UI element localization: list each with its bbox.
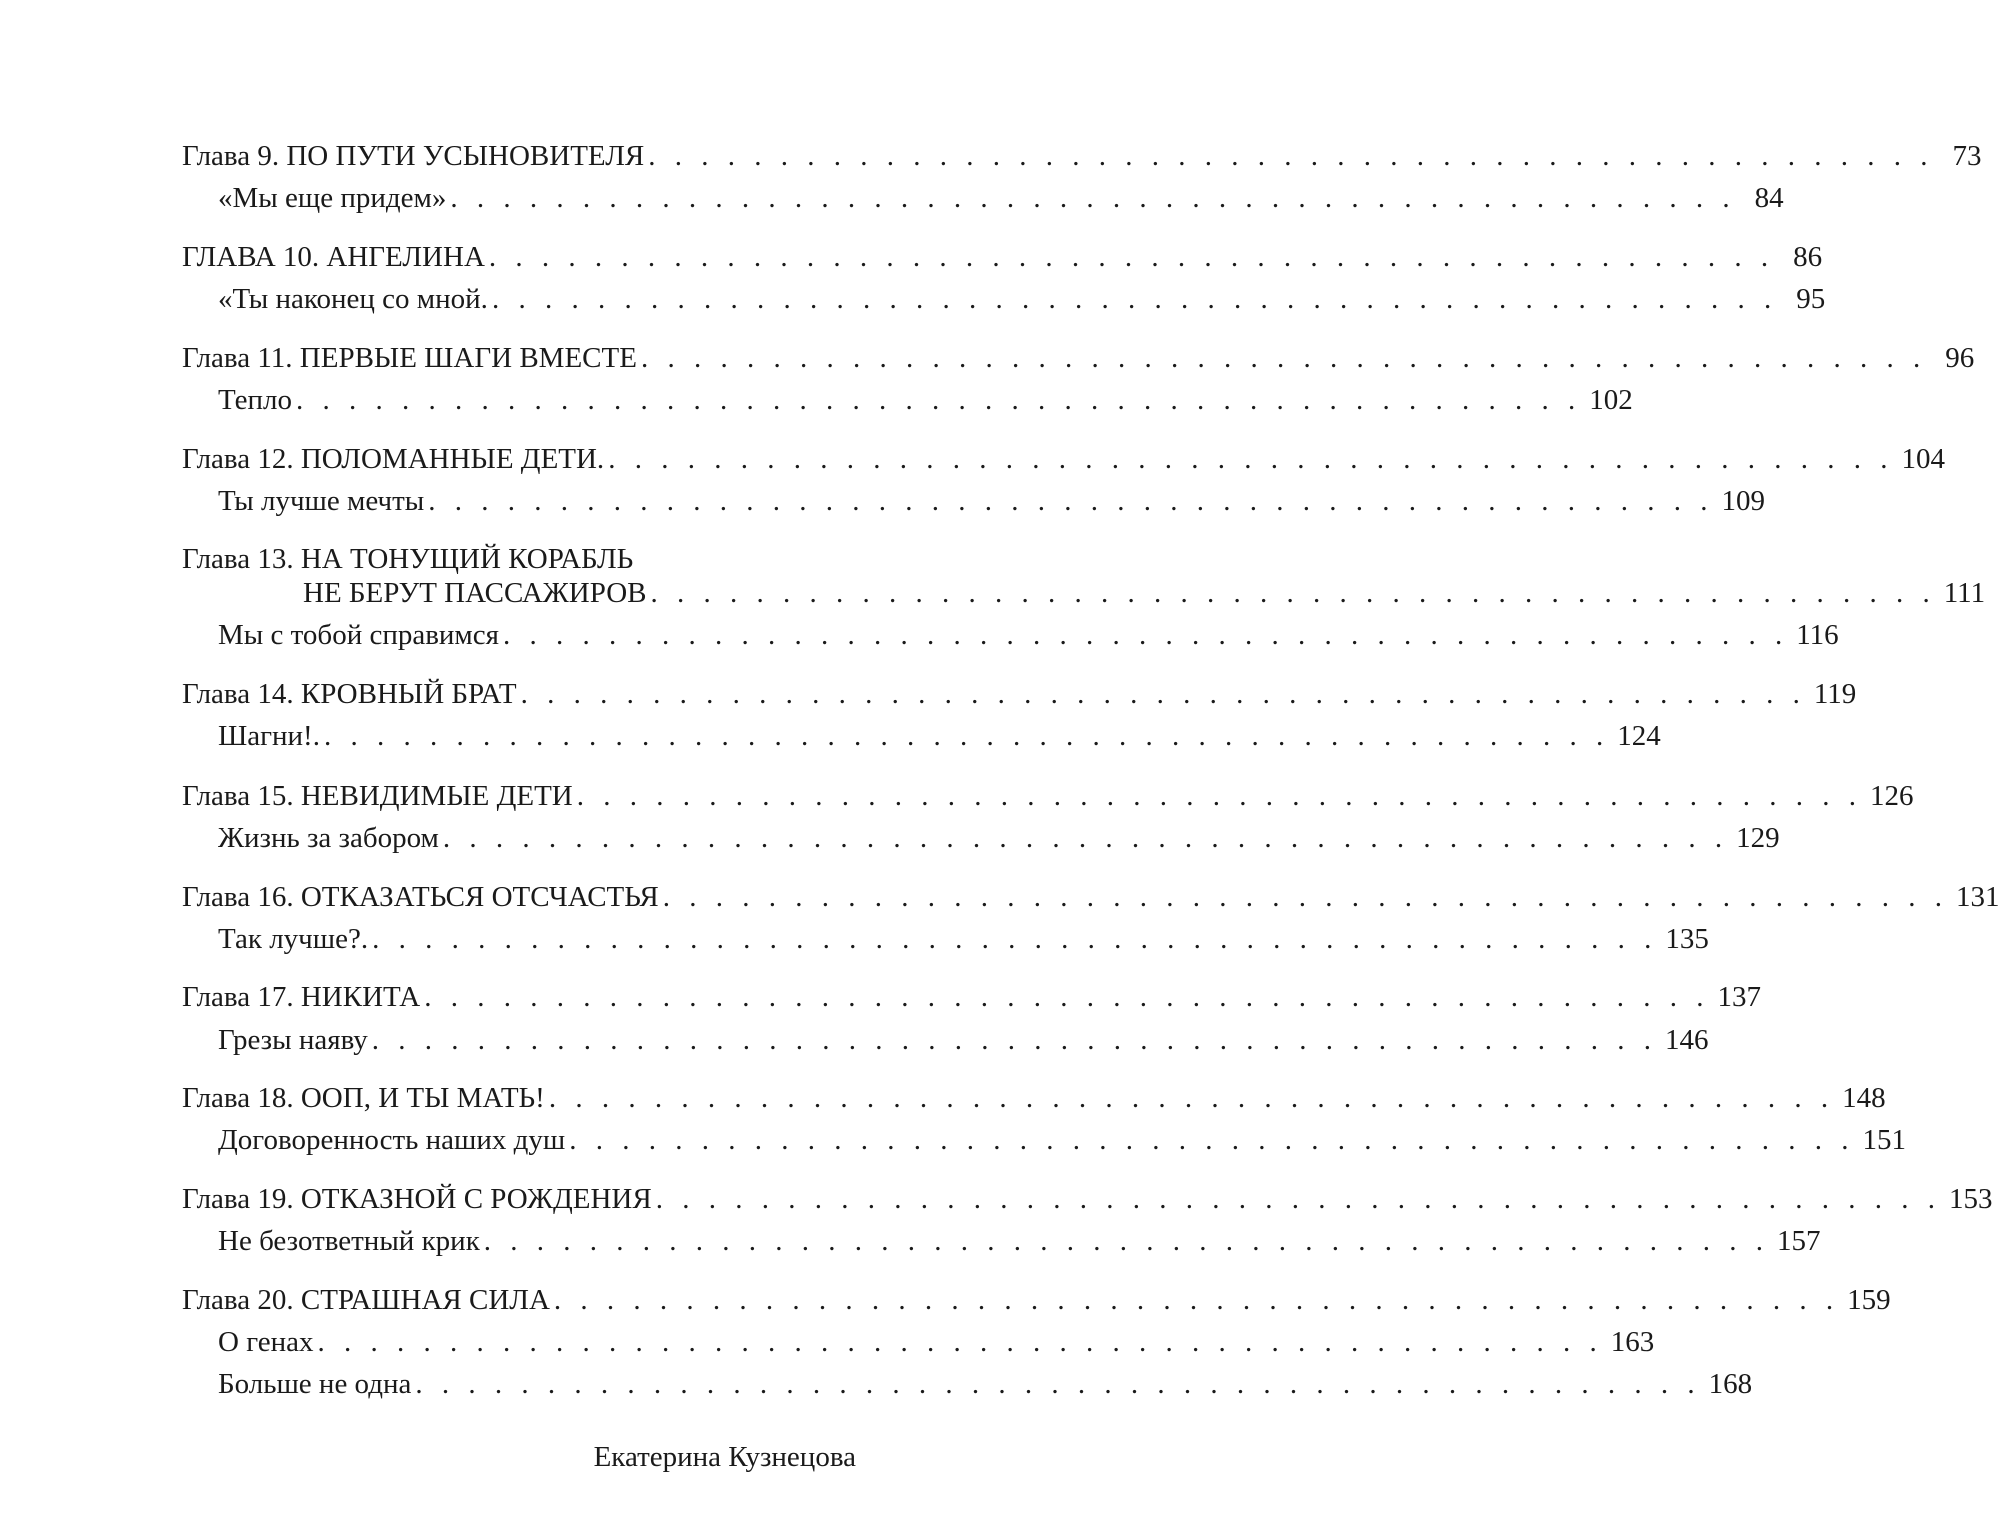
toc-entry-title: Глава 15. НЕВИДИМЫЕ ДЕТИ [182, 780, 573, 812]
toc-entry-page: 168 [1708, 1368, 1753, 1400]
toc-entry-title: Глава 18. ООП, И ТЫ МАТЬ! [182, 1082, 545, 1114]
dot-leader: . . . . . . . . . . . . . . . . . . . . . . . . . . . . . . . . . . . . . . . . . . . . . . . . . [488, 241, 1775, 273]
toc-entry-title: ГЛАВА 10. АНГЕЛИНА [182, 241, 485, 273]
toc-entry-page: 146 [1665, 1024, 1709, 1056]
dot-leader: . . . . . . . . . . . . . . . . . . . . . . . . . . . . . . . . . . . . . . . . . . . . . . . . . [650, 577, 1936, 609]
toc-entry-page: 126 [1869, 780, 1914, 812]
toc-entry-title: Глава 17. НИКИТА [182, 981, 421, 1013]
toc-entry-title: Глава 20. СТРАШНАЯ СИЛА [182, 1284, 550, 1316]
toc-entry-sub [218, 178, 1784, 218]
dot-leader: . . . . . . . . . . . . . . . . . . . . . . . . . . . . . . . . . . . . . . . . . . . . . . . . . [323, 720, 1610, 752]
toc-entry-sub [218, 1322, 1655, 1362]
toc-entry-page: 148 [1842, 1082, 1886, 1114]
toc-entry-page: 135 [1665, 923, 1709, 955]
toc-entry-chapter-15 [182, 776, 1914, 816]
toc-entry-sub [218, 380, 1633, 420]
toc-entry-title: Глава 19. ОТКАЗНОЙ С РОЖДЕНИЯ [182, 1183, 652, 1215]
dot-leader: . . . . . . . . . . . . . . . . . . . . . . . . . . . . . . . . . . . . . . . . . . . . . . . . . [608, 443, 1894, 475]
toc-entry-page: 102 [1589, 384, 1633, 416]
running-footer-author: Екатерина Кузнецова [593, 1441, 856, 1473]
toc-entry-chapter-20 [182, 1280, 1891, 1320]
toc-entry-chapter-9 [182, 136, 1982, 176]
dot-leader: . . . . . . . . . . . . . . . . . . . . . . . . . . . . . . . . . . . . . . . . . . . . . . . . . [415, 1368, 1701, 1400]
dot-leader: . . . . . . . . . . . . . . . . . . . . . . . . . . . . . . . . . . . . . . . . . . . . . . . . . [372, 923, 1658, 955]
toc-entry-page: 109 [1721, 485, 1766, 517]
dot-leader: . . . . . . . . . . . . . . . . . . . . . . . . . . . . . . . . . . . . . . . . . . . . . . . . . [371, 1024, 1658, 1056]
toc-entry-title: О генах [218, 1326, 314, 1358]
toc-entry-page: 124 [1617, 720, 1661, 752]
toc-entry-title: Глава 11. ПЕРВЫЕ ШАГИ ВМЕСТЕ [182, 342, 637, 374]
dot-leader: . . . . . . . . . . . . . . . . . . . . . . . . . . . . . . . . . . . . . . . . . . . . . . . . . [576, 780, 1862, 812]
toc-entry-chapter-14 [182, 674, 1857, 714]
dot-leader: . . . . . . . . . . . . . . . . . . . . . . . . . . . . . . . . . . . . . . . . . . . . . . . . . [450, 182, 1736, 214]
toc-entry-title: Больше не одна [218, 1368, 412, 1400]
dot-leader: . . . . . . . . . . . . . . . . . . . . . . . . . . . . . . . . . . . . . . . . . . . . . . . . . [553, 1284, 1840, 1316]
toc-entry-page: 137 [1717, 981, 1761, 1013]
toc-entry-page: 153 [1948, 1183, 1993, 1215]
toc-entry-page: 84 [1754, 182, 1784, 214]
toc-entry-chapter-19 [182, 1179, 1993, 1219]
toc-entry-page: 95 [1796, 283, 1826, 315]
toc-entry-title: Ты лучше мечты [218, 485, 425, 517]
dot-leader: . . . . . . . . . . . . . . . . . . . . . . . . . . . . . . . . . . . . . . . . . . . . . . . . . [424, 981, 1710, 1013]
toc-entry-page: 163 [1610, 1326, 1655, 1358]
dot-leader: . . . . . . . . . . . . . . . . . . . . . . . . . . . . . . . . . . . . . . . . . . . . . . . . . [442, 822, 1729, 854]
dot-leader: . . . . . . . . . . . . . . . . . . . . . . . . . . . . . . . . . . . . . . . . . . . . . . . . . [569, 1124, 1855, 1156]
toc-entry-page: 151 [1862, 1124, 1906, 1156]
toc-entry-sub [218, 615, 1839, 655]
toc-entry-page: 131 [1955, 881, 1999, 913]
toc-entry-title: Глава 16. ОТКАЗАТЬСЯ ОТСЧАСТЬЯ [182, 881, 659, 913]
toc-entry-chapter-17 [182, 977, 1761, 1017]
toc-entry-title: Тепло [218, 384, 292, 416]
toc-entry-page: 116 [1796, 619, 1839, 651]
toc-entry-chapter-11 [182, 338, 1975, 378]
toc-entry-sub [218, 1020, 1709, 1060]
toc-entry-title-line1: Глава 13. НА ТОНУЩИЙ КОРАБЛЬ [182, 543, 634, 575]
toc-entry-title: Глава 12. ПОЛОМАННЫЕ ДЕТИ. [182, 443, 605, 475]
toc-entry-title: Договоренность наших душ [218, 1124, 566, 1156]
toc-entry-sub [218, 1364, 1753, 1404]
toc-entry-chapter-16 [182, 877, 1999, 917]
toc-entry-title: Не безответный крик [218, 1225, 480, 1257]
toc-entry-chapter-12 [182, 439, 1945, 479]
dot-leader: . . . . . . . . . . . . . . . . . . . . . . . . . . . . . . . . . . . . . . . . . . . . . . . . . [648, 140, 1934, 172]
toc-entry-title: Грезы наяву [218, 1024, 368, 1056]
toc-entry-title: Мы с тобой справимся [218, 619, 499, 651]
toc-entry-title: «Мы еще придем» [218, 182, 447, 214]
toc-entry-title: «Ты наконец со мной. [218, 283, 488, 315]
dot-leader: . . . . . . . . . . . . . . . . . . . . . . . . . . . . . . . . . . . . . . . . . . . . . . . . . [483, 1225, 1770, 1257]
toc-entry-title: Так лучше?. [218, 923, 369, 955]
toc-entry-sub [218, 481, 1766, 521]
toc-entry-sub [218, 1221, 1821, 1261]
toc-entry-page: 86 [1793, 241, 1823, 273]
dot-leader: . . . . . . . . . . . . . . . . . . . . . . . . . . . . . . . . . . . . . . . . . . . . . . . . . [548, 1082, 1835, 1114]
toc-entry-sub [218, 716, 1661, 756]
toc-entry-page: 157 [1777, 1225, 1821, 1257]
toc-entry-chapter-18 [182, 1078, 1886, 1118]
toc-entry-sub [218, 279, 1826, 319]
toc-entry-page: 159 [1847, 1284, 1891, 1316]
toc-entry-sub [218, 1120, 1906, 1160]
dot-leader: . . . . . . . . . . . . . . . . . . . . . . . . . . . . . . . . . . . . . . . . . . . . . . . . . [491, 283, 1778, 315]
toc-entry-chapter-10 [182, 237, 1823, 277]
toc-entry-sub [218, 818, 1780, 858]
toc-entry-title: Шагни!. [218, 720, 320, 752]
toc-entry-title: Жизнь за забором [218, 822, 439, 854]
toc-entry-sub [218, 919, 1709, 959]
dot-leader: . . . . . . . . . . . . . . . . . . . . . . . . . . . . . . . . . . . . . . . . . . . . . . . . . [662, 881, 1948, 913]
toc-entry-title: Глава 14. КРОВНЫЙ БРАТ [182, 678, 517, 710]
dot-leader: . . . . . . . . . . . . . . . . . . . . . . . . . . . . . . . . . . . . . . . . . . . . . . . . . [640, 342, 1927, 374]
dot-leader: . . . . . . . . . . . . . . . . . . . . . . . . . . . . . . . . . . . . . . . . . . . . . . . . . [520, 678, 1806, 710]
dot-leader: . . . . . . . . . . . . . . . . . . . . . . . . . . . . . . . . . . . . . . . . . . . . . . . . . [655, 1183, 1941, 1215]
toc-entry-page: 119 [1813, 678, 1857, 710]
toc-entry-page: 73 [1952, 140, 1982, 172]
dot-leader: . . . . . . . . . . . . . . . . . . . . . . . . . . . . . . . . . . . . . . . . . . . . . . . . . [428, 485, 1714, 517]
toc-entry-page: 129 [1736, 822, 1780, 854]
toc-entry-page: 104 [1901, 443, 1945, 475]
toc-entry-title-line2: НЕ БЕРУТ ПАССАЖИРОВ [303, 577, 647, 609]
toc-entry-title: Глава 9. ПО ПУТИ УСЫНОВИТЕЛЯ [182, 140, 645, 172]
toc-entry-page: 96 [1945, 342, 1975, 374]
dot-leader: . . . . . . . . . . . . . . . . . . . . . . . . . . . . . . . . . . . . . . . . . . . . . . . . . [317, 1326, 1603, 1358]
toc-entry-page: 111 [1943, 577, 1986, 609]
toc-entry-chapter-13 [303, 573, 1986, 613]
dot-leader: . . . . . . . . . . . . . . . . . . . . . . . . . . . . . . . . . . . . . . . . . . . . . . . . . [295, 384, 1582, 416]
dot-leader: . . . . . . . . . . . . . . . . . . . . . . . . . . . . . . . . . . . . . . . . . . . . . . . . . [503, 619, 1789, 651]
